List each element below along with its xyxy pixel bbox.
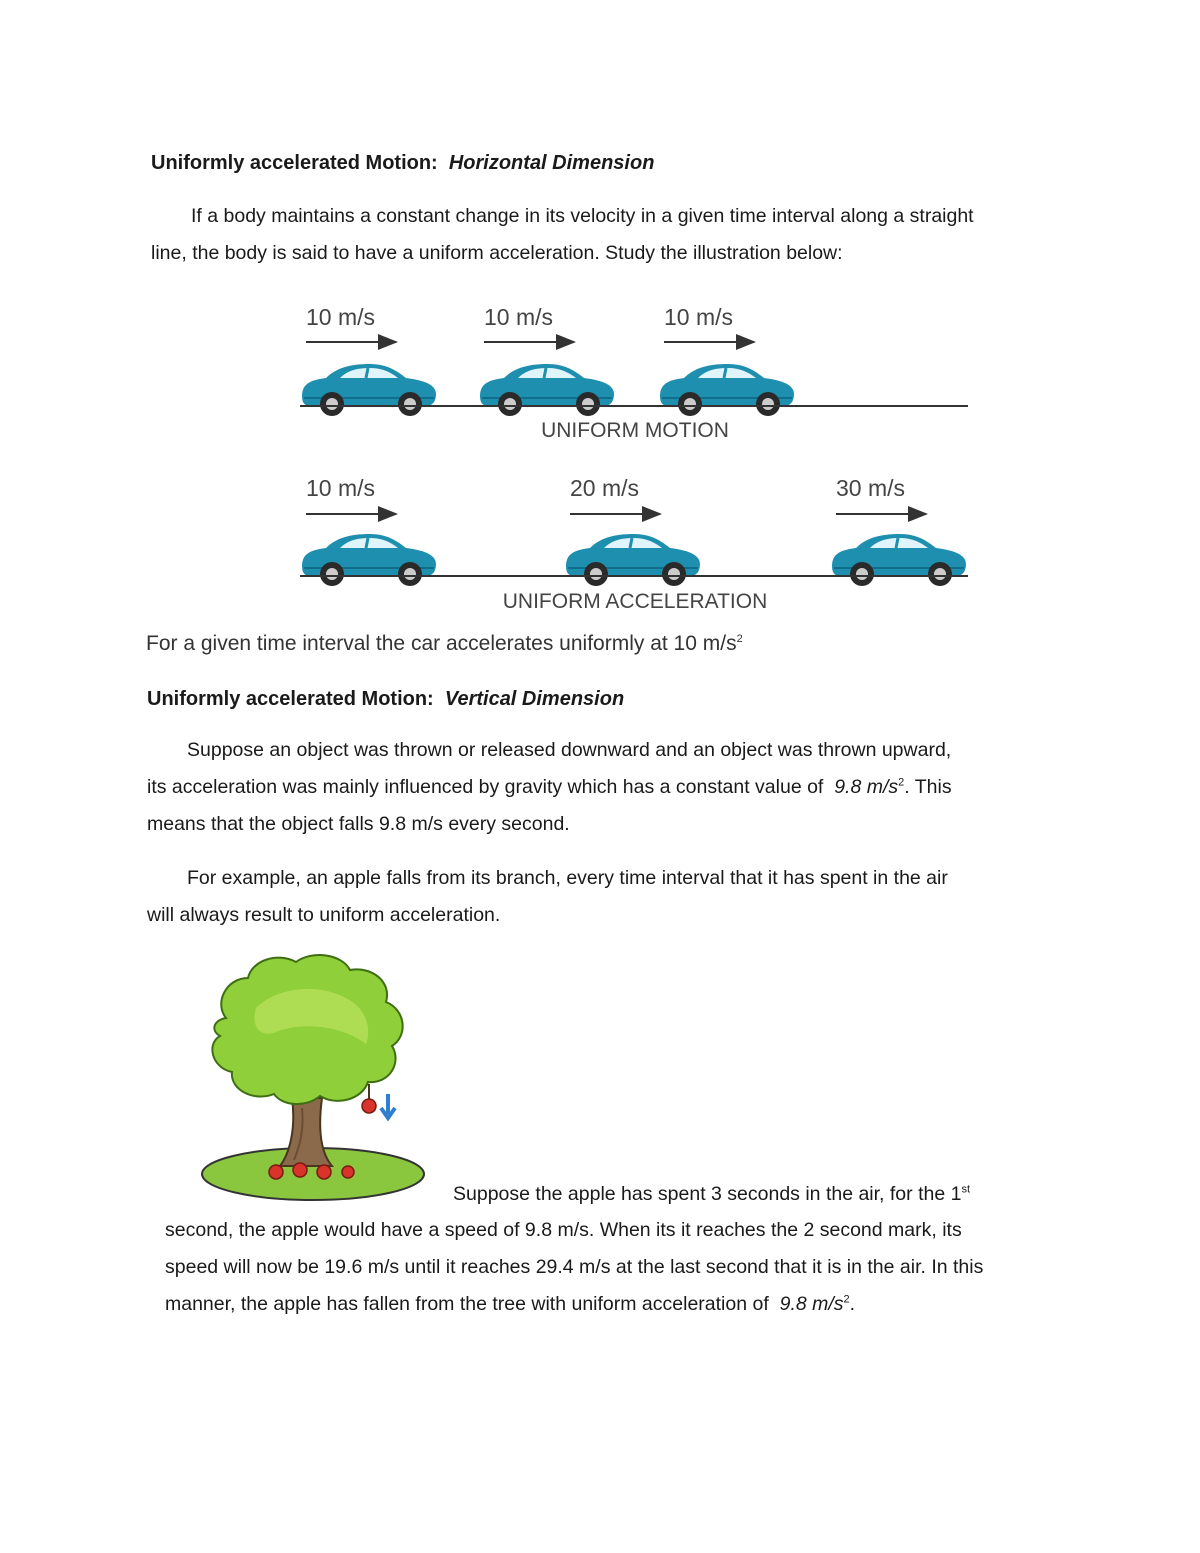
apple-line-1: For example, an apple falls from its branch, every time interval that it has spent in the air xyxy=(187,867,948,889)
apple-accel-sup: 2 xyxy=(843,1293,850,1306)
uniform-acceleration-speed-1: 10 m/s xyxy=(306,475,376,501)
heading-title: Uniformly accelerated Motion: xyxy=(147,688,434,710)
section-heading-vertical xyxy=(147,688,624,711)
car-icon xyxy=(302,534,436,586)
car-icon xyxy=(660,364,794,416)
apple-icon xyxy=(362,1099,376,1113)
gravity-line-2: its acceleration was mainly influenced by gravity which has a constant value of xyxy=(147,776,824,798)
apple-accel-value: 9.8 m/s xyxy=(779,1293,844,1315)
intro-paragraph xyxy=(151,198,1061,272)
illustration-caption xyxy=(146,632,743,656)
gravity-line-1: Suppose an object was thrown or released downward and an object was thrown upward, xyxy=(187,739,952,761)
apple-icon xyxy=(317,1165,331,1179)
uniform-motion-speed-3: 10 m/s xyxy=(664,304,734,330)
apple-speed-line-3: speed will now be 19.6 m/s until it reaches 29.4 m/s at the last second that it is in the air. In this xyxy=(165,1256,984,1278)
gravity-value-sup: 2 xyxy=(898,776,905,789)
apple-speed-paragraph xyxy=(165,1212,1055,1323)
apple-speed-line-1 xyxy=(453,1176,1053,1213)
car-icon xyxy=(566,534,700,586)
apple-icon xyxy=(269,1165,283,1179)
apple-speed-line-4-end: . xyxy=(849,1293,856,1315)
uniform-motion-label: UNIFORM MOTION xyxy=(541,419,729,442)
car-icon xyxy=(832,534,966,586)
apple-line-2: will always result to uniform acceleration. xyxy=(147,904,501,926)
gravity-line-3: means that the object falls 9.8 m/s every second. xyxy=(147,813,570,835)
intro-line-2: line, the body is said to have a uniform acceleration. Study the illustration below: xyxy=(151,242,843,264)
uniform-acceleration-speed-2: 20 m/s xyxy=(570,475,640,501)
car-icon xyxy=(302,364,436,416)
apple-icon xyxy=(342,1166,354,1178)
gravity-paragraph xyxy=(147,732,1057,843)
gravity-value: 9.8 m/s xyxy=(834,776,899,798)
heading-title: Uniformly accelerated Motion: xyxy=(151,152,438,174)
apple-speed-line-4: manner, the apple has fallen from the tree with uniform acceleration of xyxy=(165,1293,769,1315)
uniform-motion-speed-2: 10 m/s xyxy=(484,304,554,330)
tree-canopy xyxy=(212,955,402,1104)
car-motion-illustration xyxy=(290,298,980,618)
apple-example-paragraph xyxy=(147,860,1057,934)
heading-subtitle: Vertical Dimension xyxy=(444,688,625,710)
apple-speed-line-1-sup: st xyxy=(961,1183,971,1196)
uniform-motion-speed-1: 10 m/s xyxy=(306,304,376,330)
car-icon xyxy=(480,364,614,416)
apple-speed-line-2: second, the apple would have a speed of 9.8 m/s. When its it reaches the 2 second mark, its xyxy=(165,1219,962,1241)
tree-trunk xyxy=(280,1098,332,1166)
section-heading-horizontal xyxy=(151,152,654,175)
caption-sup: 2 xyxy=(736,633,743,645)
apple-speed-line-1-text: Suppose the apple has spent 3 seconds in the air, for the 1 xyxy=(453,1183,962,1205)
uniform-acceleration-speed-3: 30 m/s xyxy=(836,475,906,501)
apple-icon xyxy=(293,1163,307,1177)
caption-text: For a given time interval the car accelerates uniformly at 10 m/s xyxy=(146,632,737,655)
apple-tree-illustration xyxy=(196,948,432,1206)
uniform-acceleration-label: UNIFORM ACCELERATION xyxy=(502,590,768,613)
heading-subtitle: Horizontal Dimension xyxy=(448,152,655,174)
gravity-line-2-end: . This xyxy=(904,776,952,798)
arrow-down-icon xyxy=(381,1094,395,1118)
intro-line-1: If a body maintains a constant change in its velocity in a given time interval along a straight xyxy=(191,205,974,227)
